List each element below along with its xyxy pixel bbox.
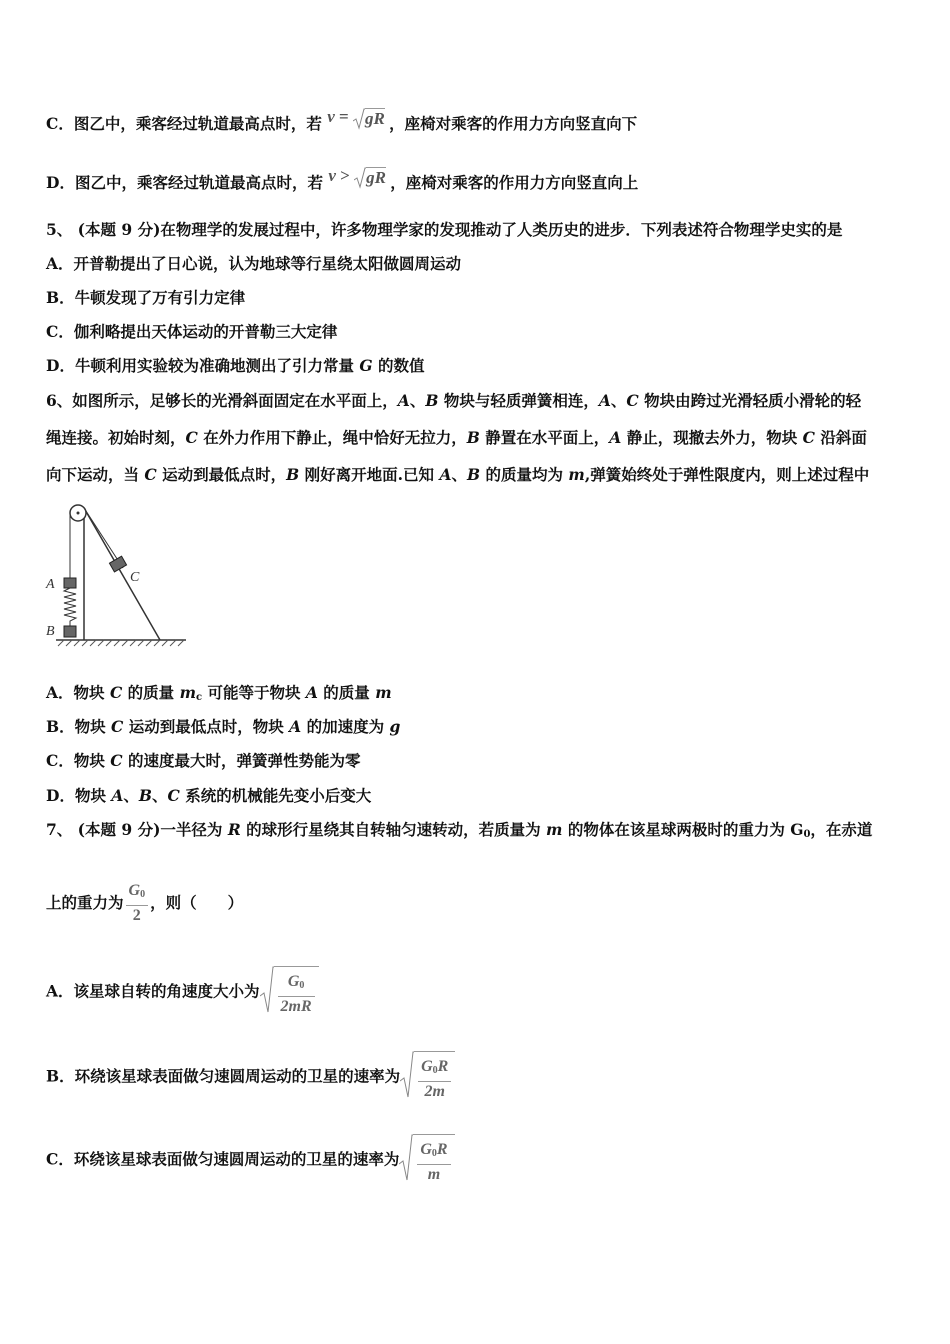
n: R bbox=[437, 1057, 449, 1075]
v: C bbox=[144, 465, 157, 484]
q6-option-a bbox=[46, 683, 392, 708]
t: 6、如图所示，足够长的光滑斜面固定在水平面上， bbox=[46, 391, 398, 410]
n: G bbox=[287, 972, 300, 990]
q4-option-c-formula bbox=[327, 107, 389, 126]
formula-operator: = bbox=[339, 107, 349, 126]
t: 运动到最低点时， bbox=[156, 465, 287, 484]
v: B bbox=[138, 786, 152, 805]
fraction bbox=[418, 1057, 451, 1102]
q7-option-c bbox=[46, 1134, 455, 1185]
v: C bbox=[167, 786, 180, 805]
v: m bbox=[546, 820, 563, 839]
t: 向下运动，当 bbox=[46, 465, 145, 484]
t: C．环绕该星球表面做匀速圆周运动的卫星的速率为 bbox=[46, 1149, 400, 1169]
q4-option-d-text-end: ，座椅对乘客的作用力方向竖直向上 bbox=[390, 173, 639, 192]
numerator bbox=[417, 1140, 450, 1165]
subscript: c bbox=[195, 692, 203, 703]
q7-stem-line2 bbox=[46, 880, 243, 926]
fraction bbox=[417, 1140, 450, 1185]
q6-option-b bbox=[46, 717, 400, 737]
var: G bbox=[359, 356, 373, 375]
q5-option-a: A．开普勒提出了日心说，认为地球等行星绕太阳做圆周运动 bbox=[46, 254, 462, 273]
v: B bbox=[286, 465, 300, 484]
q5-option-c: C．伽利略提出天体运动的开普勒三大定律 bbox=[46, 322, 338, 341]
v: A bbox=[397, 391, 410, 410]
q4-option-c-text-end: ，座椅对乘客的作用力方向竖直向下 bbox=[389, 114, 638, 133]
t: B．物块 bbox=[46, 717, 111, 736]
sqrt-symbol bbox=[400, 1051, 455, 1102]
q4-option-d bbox=[46, 166, 639, 195]
v: A bbox=[439, 465, 452, 484]
q4-option-c bbox=[46, 107, 638, 136]
t: 沿斜面 bbox=[814, 428, 867, 447]
t: 的加速度为 bbox=[301, 717, 390, 736]
t: 的球形行星绕其自转轴匀速转动，若质量为 bbox=[240, 820, 547, 839]
q6-option-d bbox=[46, 786, 371, 806]
t: 上的重力为 bbox=[46, 893, 124, 912]
sqrt-symbol bbox=[399, 1134, 454, 1185]
radicand: gR bbox=[364, 108, 385, 128]
q5-stem: 5、 (本题 9 分)在物理学的发展过程中，许多物理学家的发现推动了人类历史的进步．下列表述符合物理学史实的是 bbox=[46, 220, 843, 239]
v: A bbox=[305, 683, 318, 702]
v: C bbox=[109, 683, 123, 702]
denominator: 2mR bbox=[280, 997, 312, 1015]
t: 、 bbox=[610, 391, 627, 410]
t: 7、 (本题 9 分)一半径为 bbox=[46, 820, 228, 839]
sub: 0 bbox=[140, 888, 146, 900]
t: 的质量 bbox=[317, 683, 376, 702]
q7-option-a bbox=[46, 966, 319, 1017]
t: 绳连接。初始时刻， bbox=[46, 428, 186, 447]
v: C bbox=[626, 391, 639, 410]
fraction bbox=[278, 972, 315, 1017]
t: 静置在水平面上， bbox=[479, 428, 610, 447]
q4-option-d-formula bbox=[328, 166, 390, 185]
formula-lhs: v bbox=[328, 166, 336, 185]
v: m bbox=[179, 683, 196, 702]
numerator bbox=[418, 1057, 451, 1082]
numerator bbox=[278, 972, 315, 997]
v: R bbox=[227, 820, 241, 839]
t: 、 bbox=[152, 786, 168, 805]
incline-slope bbox=[84, 508, 160, 640]
t: ，在赤道 bbox=[810, 820, 873, 839]
text: 的数值 bbox=[372, 356, 425, 375]
block-c bbox=[109, 556, 126, 572]
t: ，则（ ） bbox=[150, 893, 244, 912]
sqrt-symbol bbox=[260, 966, 319, 1017]
pulley-axle bbox=[77, 512, 80, 515]
label-c: C bbox=[130, 570, 140, 585]
v: A bbox=[598, 391, 611, 410]
subscript: 0 bbox=[803, 829, 811, 840]
t: 的速度最大时，弹簧弹性势能为零 bbox=[122, 751, 361, 770]
t: 运动到最低点时，物块 bbox=[123, 717, 290, 736]
t: 在外力作用下静止，绳中恰好无拉力， bbox=[197, 428, 467, 447]
block-b bbox=[64, 626, 76, 637]
label-b: B bbox=[46, 624, 55, 639]
t: ,弹簧始终处于弹性限度内，则上述过程中 bbox=[584, 465, 870, 484]
numerator bbox=[126, 881, 149, 906]
t: 、 bbox=[409, 391, 426, 410]
v: A bbox=[609, 428, 622, 447]
t: 静止，现撤去外力，物块 bbox=[621, 428, 803, 447]
t: 可能等于物块 bbox=[202, 683, 306, 702]
t: 的物体在该星球两极时的重力为 G bbox=[562, 820, 804, 839]
q4-option-d-text: D．图乙中，乘客经过轨道最高点时，若 bbox=[46, 173, 323, 192]
v: m bbox=[375, 683, 392, 702]
t: 系统的机械能先变小后变大 bbox=[179, 786, 372, 805]
n: R bbox=[436, 1140, 448, 1158]
label-a: A bbox=[46, 577, 55, 592]
v: C bbox=[111, 717, 124, 736]
v: C bbox=[110, 751, 123, 770]
v: A bbox=[289, 717, 302, 736]
t: C．物块 bbox=[46, 751, 111, 770]
v: C bbox=[802, 428, 815, 447]
t: 的质量均为 bbox=[480, 465, 569, 484]
v: g bbox=[389, 717, 401, 736]
incline-spring-pulley-figure bbox=[40, 500, 190, 655]
sub: 0 bbox=[431, 1147, 437, 1159]
q6-stem-line2 bbox=[46, 428, 867, 448]
text: D．牛顿利用实验较为准确地测出了引力常量 bbox=[46, 356, 360, 375]
radicand: gR bbox=[366, 167, 386, 187]
q6-stem-line1 bbox=[46, 391, 861, 411]
v: m bbox=[568, 465, 585, 484]
q5-option-b: B．牛顿发现了万有引力定律 bbox=[46, 288, 246, 307]
sqrt-symbol bbox=[353, 108, 385, 129]
denominator: m bbox=[427, 1165, 441, 1183]
fraction-g0-over-2 bbox=[126, 881, 149, 926]
v: B bbox=[467, 465, 481, 484]
t: 、 bbox=[451, 465, 468, 484]
q4-option-c-text: C．图乙中，乘客经过轨道最高点时，若 bbox=[46, 114, 322, 133]
v: B bbox=[466, 428, 480, 447]
formula-operator: > bbox=[340, 166, 350, 185]
t: 物块与轻质弹簧相连， bbox=[438, 391, 599, 410]
sqrt-symbol bbox=[354, 167, 386, 188]
t: A．该星球自转的角速度大小为 bbox=[46, 981, 260, 1001]
n: G bbox=[420, 1140, 432, 1158]
spring bbox=[64, 588, 76, 626]
t: D．物块 bbox=[46, 786, 112, 805]
t: 、 bbox=[123, 786, 139, 805]
q7-option-b bbox=[46, 1051, 455, 1102]
sub: 0 bbox=[299, 979, 305, 991]
block-a bbox=[64, 578, 76, 588]
q6-option-c bbox=[46, 751, 360, 771]
t: 的质量 bbox=[122, 683, 180, 702]
sub: 0 bbox=[432, 1064, 438, 1076]
v: B bbox=[425, 391, 439, 410]
q7-stem-line1 bbox=[46, 820, 872, 845]
formula-lhs: v bbox=[327, 107, 335, 126]
ground-hatching bbox=[58, 640, 184, 646]
n: G bbox=[421, 1057, 433, 1075]
v: C bbox=[185, 428, 198, 447]
q5-option-d bbox=[46, 356, 425, 376]
denominator: 2 bbox=[132, 906, 141, 924]
v: A bbox=[111, 786, 124, 805]
q6-stem-line3 bbox=[46, 465, 869, 485]
t: 物块由跨过光滑轻质小滑轮的轻 bbox=[638, 391, 862, 410]
denominator: 2m bbox=[424, 1082, 445, 1100]
t: 刚好离开地面.已知 bbox=[299, 465, 440, 484]
t: A．物块 bbox=[46, 683, 110, 702]
t: B．环绕该星球表面做匀速圆周运动的卫星的速率为 bbox=[46, 1066, 401, 1086]
n: G bbox=[128, 881, 141, 899]
